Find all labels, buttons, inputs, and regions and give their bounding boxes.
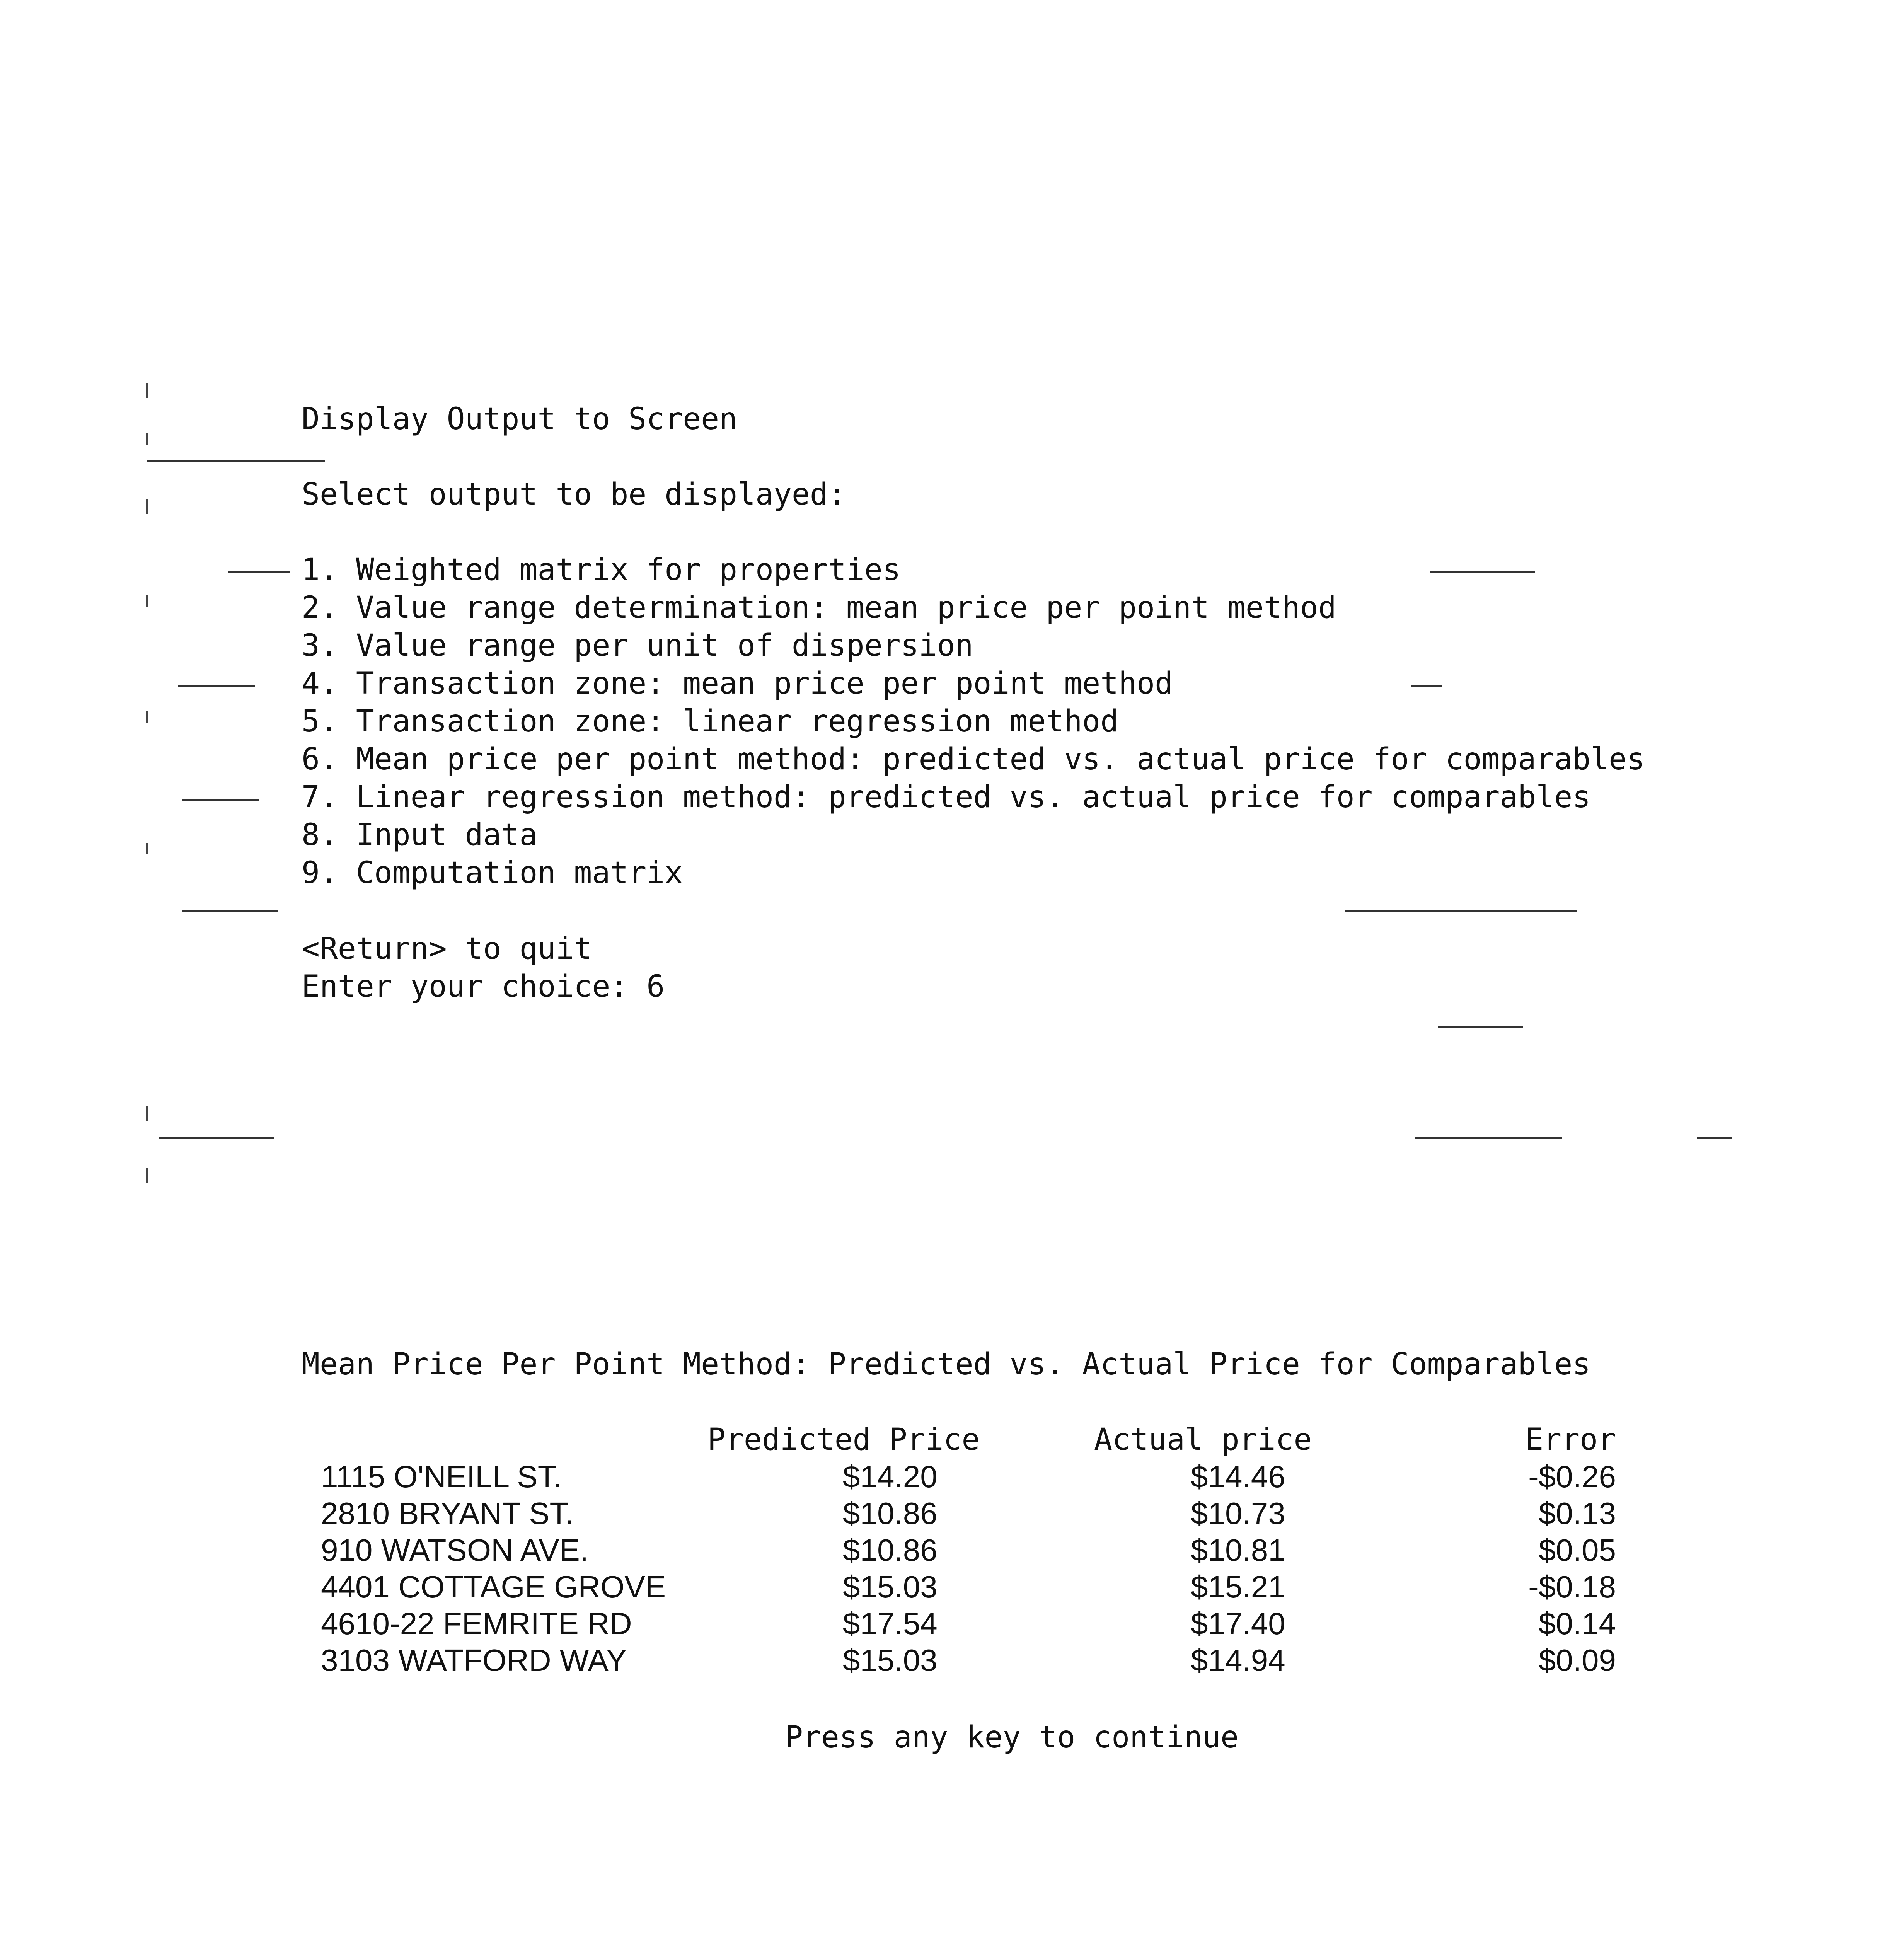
row-error: $0.13 xyxy=(1538,1496,1616,1531)
menu-item-5[interactable]: 5. Transaction zone: linear regression method xyxy=(302,704,1119,739)
row-actual: $14.46 xyxy=(1191,1459,1285,1494)
menu-item-3[interactable]: 3. Value range per unit of dispersion xyxy=(302,628,973,663)
row-predicted: $10.86 xyxy=(843,1496,938,1531)
column-header-actual: Actual price xyxy=(1094,1422,1312,1457)
row-actual: $14.94 xyxy=(1191,1643,1285,1677)
menu-item-1[interactable]: 1. Weighted matrix for properties xyxy=(302,552,901,587)
row-address: 1115 O'NEILL ST. xyxy=(321,1459,562,1494)
row-address: 2810 BRYANT ST. xyxy=(321,1496,574,1531)
row-actual: $17.40 xyxy=(1191,1606,1285,1641)
menu-item-9[interactable]: 9. Computation matrix xyxy=(302,856,683,890)
menu-item-4[interactable]: 4. Transaction zone: mean price per point method xyxy=(302,666,1173,701)
row-address: 4401 COTTAGE GROVE xyxy=(321,1570,666,1604)
row-actual: $10.73 xyxy=(1191,1496,1285,1531)
row-error: -$0.26 xyxy=(1528,1459,1616,1494)
row-address: 3103 WATFORD WAY xyxy=(321,1643,627,1677)
row-predicted: $15.03 xyxy=(843,1643,938,1677)
choice-prompt[interactable] xyxy=(302,969,665,1004)
row-error: $0.05 xyxy=(1538,1533,1616,1567)
menu-item-2[interactable]: 2. Value range determination: mean price per point method xyxy=(302,590,1336,625)
continue-prompt[interactable]: Press any key to continue xyxy=(785,1720,1239,1755)
quit-hint: <Return> to quit xyxy=(302,931,592,966)
row-predicted: $15.03 xyxy=(843,1570,938,1604)
menu-item-8[interactable]: 8. Input data xyxy=(302,818,538,852)
choice-input[interactable]: 6 xyxy=(646,969,665,1004)
menu-item-7[interactable]: 7. Linear regression method: predicted vs. actual price for comparables xyxy=(302,780,1591,815)
column-header-error: Error xyxy=(1525,1422,1616,1457)
results-title: Mean Price Per Point Method: Predicted vs. Actual Price for Comparables xyxy=(302,1347,1591,1382)
menu-prompt: Select output to be displayed: xyxy=(302,477,846,512)
menu-item-6[interactable]: 6. Mean price per point method: predicted vs. actual price for comparables xyxy=(302,742,1645,777)
column-header-predicted: Predicted Price xyxy=(707,1422,980,1457)
row-predicted: $17.54 xyxy=(843,1606,938,1641)
row-error: -$0.18 xyxy=(1528,1570,1616,1604)
row-error: $0.09 xyxy=(1538,1643,1616,1677)
row-actual: $10.81 xyxy=(1191,1533,1285,1567)
row-predicted: $14.20 xyxy=(843,1459,938,1494)
row-address: 4610-22 FEMRITE RD xyxy=(321,1606,632,1641)
menu-title: Display Output to Screen xyxy=(302,402,738,436)
choice-label: Enter your choice: xyxy=(302,969,629,1004)
row-actual: $15.21 xyxy=(1191,1570,1285,1604)
row-predicted: $10.86 xyxy=(843,1533,938,1567)
row-address: 910 WATSON AVE. xyxy=(321,1533,589,1567)
row-error: $0.14 xyxy=(1538,1606,1616,1641)
